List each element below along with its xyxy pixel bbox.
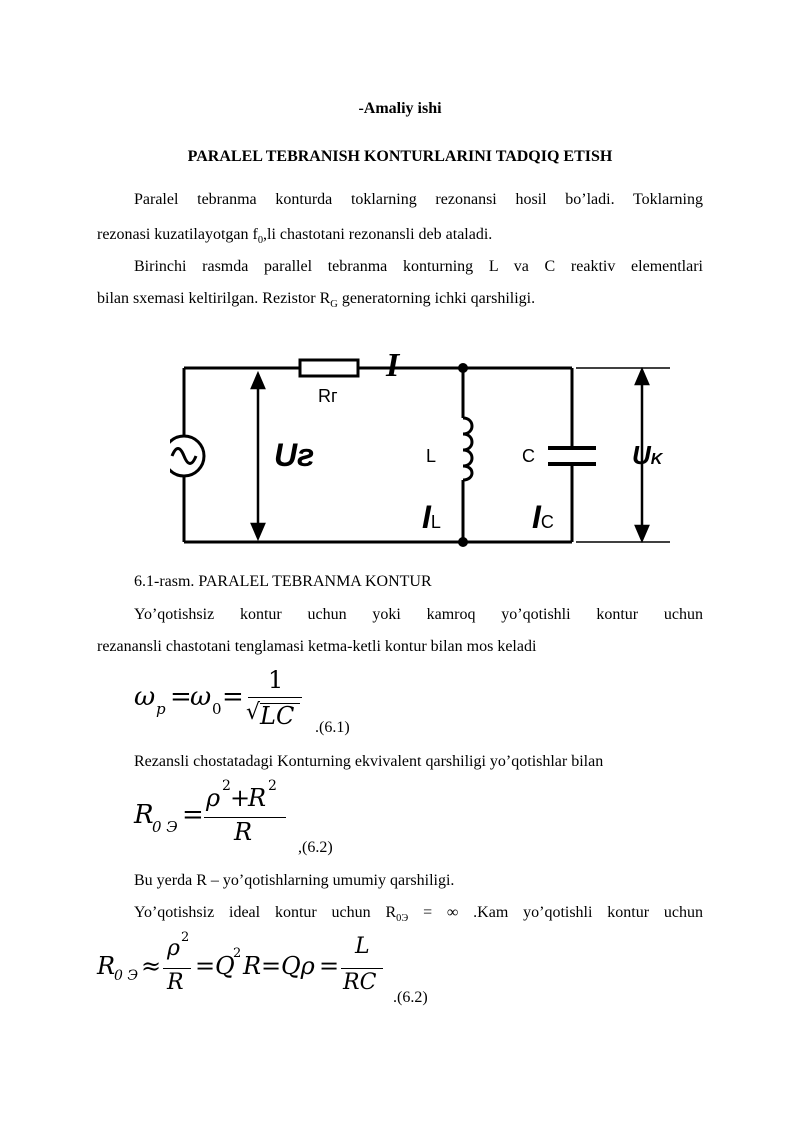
inductor-current-label: IL bbox=[422, 499, 441, 535]
text-line-4: Bu yerda R – yo’qotishlarning umumiy qarshiligi. bbox=[134, 872, 455, 889]
text-line-1: Yo’qotishsiz kontur uchun yoki kamroq yo’qotishli kontur uchun bbox=[134, 606, 703, 623]
resistor-label: Rг bbox=[318, 386, 338, 406]
capacitor-plates bbox=[548, 448, 596, 464]
paragraph-1-line-1: Paralel tebranma konturda toklarning rezonansi hosil bo’ladi. Toklarning bbox=[134, 191, 703, 208]
document-subtitle: -Amaliy ishi bbox=[358, 100, 442, 117]
inductor-coil bbox=[463, 418, 472, 480]
contour-voltage-label: UK bbox=[632, 440, 663, 470]
parallel-circuit-diagram bbox=[170, 352, 690, 560]
junction-bottom bbox=[458, 537, 468, 547]
text-line-5: Yo’qotishsiz ideal kontur uchun $R_{0Э}$ = ∞ .Kam yo’qotishli kontur uchun bbox=[134, 904, 704, 925]
junction-top bbox=[458, 363, 468, 373]
formula-1-number: .(6.1) bbox=[315, 719, 350, 736]
paragraph-2-line-2: bilan sxemasi keltirilgan. Rezistor $R_G$ generatorning ichki qarshiligi. bbox=[97, 290, 536, 311]
figure-caption: 6.1-rasm. PARALEL TEBRANMA KONTUR bbox=[134, 573, 432, 590]
formula-3-number: .(6.2) bbox=[393, 989, 428, 1006]
capacitor-current-label: IC bbox=[532, 499, 554, 535]
capacitor-label: C bbox=[522, 446, 535, 466]
resistor-symbol bbox=[300, 360, 358, 376]
formula-low-loss-resistance: R 0 Э ≈ ρ 2 R = Q 2 R = Qρ = L RC bbox=[97, 932, 397, 1002]
inductor-label: L bbox=[426, 446, 437, 466]
source-voltage-arrow bbox=[252, 374, 264, 538]
formula-equivalent-resistance: R 0 Э = ρ 2 + R 2 R bbox=[134, 782, 304, 852]
current-label: I bbox=[386, 352, 400, 384]
formula-2-number: ,(6.2) bbox=[298, 839, 333, 856]
document-title: PARALEL TEBRANISH KONTURLARINI TADQIQ ETISH bbox=[187, 148, 613, 165]
source-voltage-label: Uг bbox=[274, 437, 315, 473]
text-line-2: rezanansli chastotani tenglamasi ketma-ketli kontur bilan mos keladi bbox=[97, 638, 537, 655]
paragraph-2-line-1: Birinchi rasmda parallel tebranma konturning L va C reaktiv elementlari bbox=[134, 258, 703, 275]
formula-resonance-frequency: ω p = ω 0 = 1 √ LC bbox=[134, 672, 374, 742]
generator-symbol bbox=[170, 436, 204, 476]
paragraph-1-line-2: rezonasi kuzatilayotgan $f_0,li$ chastotani rezonansli deb ataladi. bbox=[97, 226, 493, 247]
text-line-3: Rezansli chostatadagi Konturning ekvivalent qarshiligi yo’qotishlar bilan bbox=[134, 753, 604, 770]
